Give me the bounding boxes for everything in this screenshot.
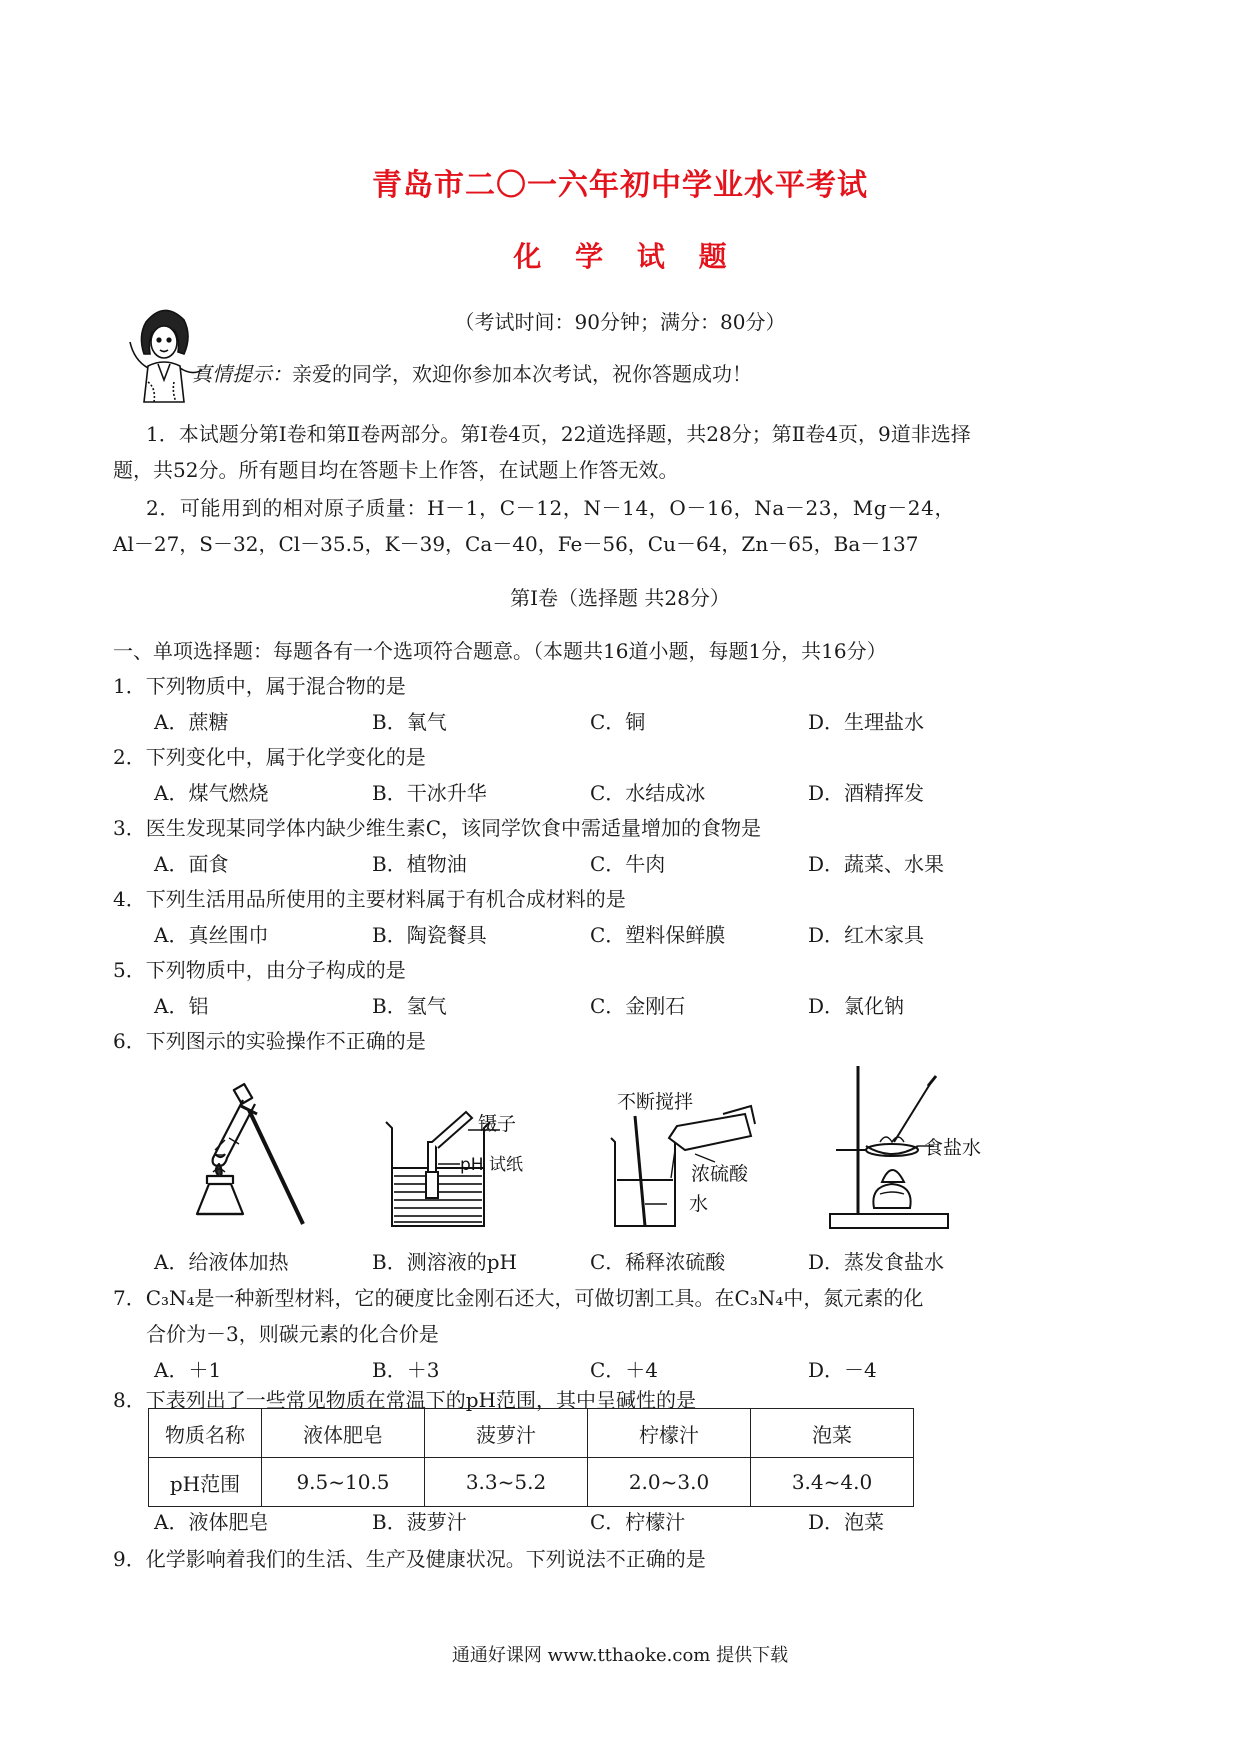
option-a: A．给液体加热 [154,1250,289,1274]
option-a: A．面食 [154,852,229,876]
exam-time-info: （考试时间：90分钟；满分：80分） [454,310,786,334]
option-b: B．植物油 [372,852,467,876]
ph-table [148,1408,914,1507]
option-d: D．氯化钠 [808,994,905,1018]
table-cell: 物质名称 [149,1409,262,1458]
label-tweezers: 镊子 [478,1113,517,1135]
question-3-options [0,850,1240,878]
question-7-options [0,1356,1240,1384]
option-b: B．测溶液的pH [372,1250,517,1274]
part-1-instructions: 一、单项选择题：每题各有一个选项符合题意。（本题共16道小题，每题1分，共16分） [113,639,887,663]
option-d: D．蒸发食盐水 [808,1250,945,1274]
footer: 通通好课网 www.tthaoke.com 提供下载 [451,1645,789,1666]
option-b: B．＋3 [372,1358,440,1382]
table-cell: 2.0~3.0 [588,1458,751,1507]
note-2-line-1: 2．可能用到的相对原子质量：H－1，C－12，N－14，O－16，Na－23，Mg－24， [146,496,956,520]
table-cell: 柠檬汁 [588,1409,751,1458]
table-cell: pH范围 [149,1458,262,1507]
table-cell: 3.3~5.2 [425,1458,588,1507]
option-b: B．陶瓷餐具 [372,923,487,947]
ph-test-figure-icon [380,1108,550,1230]
option-d: D．生理盐水 [808,710,925,734]
option-c: C．稀释浓硫酸 [590,1250,726,1274]
option-c: C．＋4 [590,1358,659,1382]
question-4-stem: 4．下列生活用品所使用的主要材料属于有机合成材料的是 [113,887,626,911]
option-c: C．塑料保鲜膜 [590,923,726,947]
tip-line [192,360,752,388]
label-salt-water: 食盐水 [924,1137,982,1159]
tip-label: 真情提示： [192,362,292,386]
option-c: C．金刚石 [590,994,686,1018]
note-2-line-2: Al－27，S－32，Cl－35.5，K－39，Ca－40，Fe－56，Cu－64，Zn－65，Ba－137 [113,532,919,556]
option-a: A．铝 [154,994,209,1018]
evaporation-figure-icon [820,1062,1000,1232]
question-1-stem: 1．下列物质中，属于混合物的是 [113,674,406,698]
note-1-line-1: 1．本试题分第Ⅰ卷和第Ⅱ卷两部分。第Ⅰ卷4页，22道选择题，共28分；第Ⅱ卷4页，9道非选择 [146,422,971,446]
option-c: C．牛肉 [590,852,666,876]
question-2-options [0,779,1240,807]
option-a: A．蔗糖 [154,710,229,734]
question-3-stem: 3．医生发现某同学体内缺少维生素C，该同学饮食中需适量增加的食物是 [113,816,762,840]
question-7-stem: 7．C₃N₄是一种新型材料，它的硬度比金刚石还大，可做切割工具。在C₃N₄中，氮元素的化 [113,1286,924,1310]
option-a: A．＋1 [154,1358,222,1382]
option-b: B．氧气 [372,710,447,734]
tip-text: 亲爱的同学，欢迎你参加本次考试，祝你答题成功！ [292,362,752,386]
label-conc-acid: 浓硫酸 [691,1163,749,1185]
option-c: C．铜 [590,710,646,734]
option-c: C．水结成冰 [590,781,706,805]
question-6-stem: 6．下列图示的实验操作不正确的是 [113,1029,426,1053]
question-2-stem: 2．下列变化中，属于化学变化的是 [113,745,426,769]
option-b: B．菠萝汁 [372,1510,467,1534]
question-4-options [0,921,1240,949]
label-water: 水 [689,1193,709,1215]
page-subtitle: 化 学 试 题 [513,240,739,273]
option-a: A．真丝围巾 [154,923,269,947]
dilute-acid-figure-icon [605,1080,780,1230]
girl-illustration-icon [118,302,210,404]
option-d: D．－4 [808,1358,877,1382]
option-d: D．蔬菜、水果 [808,852,945,876]
option-b: B．干冰升华 [372,781,487,805]
label-ph-paper: pH 试纸 [460,1155,523,1175]
question-9-stem: 9．化学影响着我们的生活、生产及健康状况。下列说法不正确的是 [113,1547,706,1571]
label-stir: 不断搅拌 [617,1091,694,1113]
option-c: C．柠檬汁 [590,1510,686,1534]
table-cell: 菠萝汁 [425,1409,588,1458]
table-row [149,1409,914,1458]
table-cell: 液体肥皂 [262,1409,425,1458]
table-cell: 9.5~10.5 [262,1458,425,1507]
option-d: D．泡菜 [808,1510,885,1534]
option-a: A．煤气燃烧 [154,781,269,805]
option-d: D．酒精挥发 [808,781,925,805]
option-a: A．液体肥皂 [154,1510,269,1534]
heating-liquid-figure-icon [185,1080,335,1228]
question-7-stem-2: 合价为－3，则碳元素的化合价是 [146,1322,439,1346]
option-d: D．红木家具 [808,923,925,947]
question-5-stem: 5．下列物质中，由分子构成的是 [113,958,406,982]
table-row [149,1458,914,1507]
table-cell: 3.4~4.0 [751,1458,914,1507]
note-1-line-2: 题，共52分。所有题目均在答题卡上作答，在试题上作答无效。 [113,458,679,482]
section-title: 第Ⅰ卷（选择题 共28分） [510,586,730,610]
question-5-options [0,992,1240,1020]
option-b: B．氢气 [372,994,447,1018]
question-8-options [0,1508,1240,1536]
page-title: 青岛市二〇一六年初中学业水平考试 [372,168,868,203]
question-1-options [0,708,1240,736]
table-cell: 泡菜 [751,1409,914,1458]
question-6-options [0,1248,1240,1276]
question-8-stem: 8．下表列出了一些常见物质在常温下的pH范围，其中呈碱性的是 [113,1388,696,1412]
